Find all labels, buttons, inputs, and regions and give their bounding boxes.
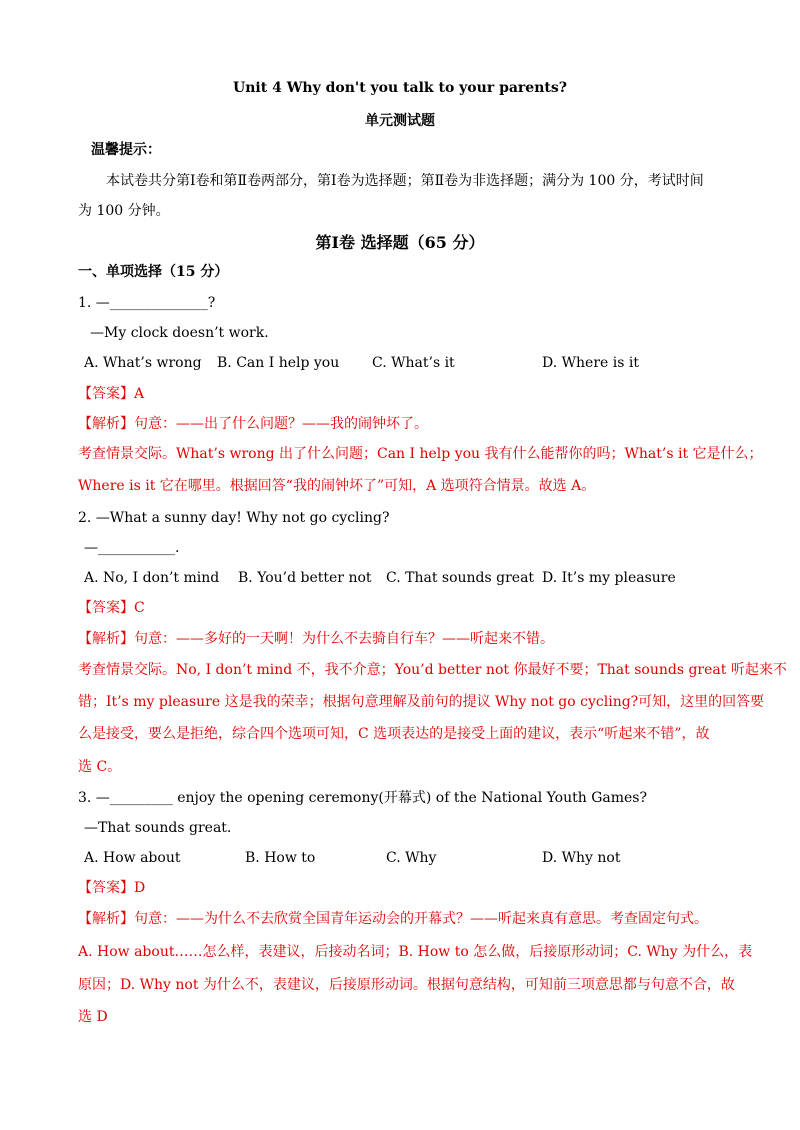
option-c: C. Why [386, 850, 437, 866]
option-d: D. Why not [542, 850, 621, 866]
question-3-options [84, 848, 764, 868]
question-2-analysis-first: 【解析】句意：——多好的一天啊！为什么不去骑自行车？——听起来不错。 [78, 631, 554, 647]
option-a: A. How about [84, 850, 181, 866]
question-1-reply: —My clock doesn’t work. [90, 325, 269, 341]
question-1-analysis-first: 【解析】句意：——出了什么问题？——我的闹钟坏了。 [78, 416, 428, 432]
question-2-analysis-line: 选 C。 [78, 759, 122, 775]
option-a: A. No, I don’t mind [84, 570, 220, 586]
question-3-analysis-first: 【解析】句意：——为什么不去欣赏全国青年运动会的开幕式？——听起来真有意思。考查固定句式。 [78, 911, 708, 927]
question-1-analysis-line: Where is it 它在哪里。根据回答“我的闹钟坏了”可知，A 选项符合情景。故选 A。 [78, 478, 596, 494]
question-3-reply: —That sounds great. [84, 820, 232, 836]
question-1-answer: 【答案】A [78, 386, 145, 402]
document-title: Unit 4 Why don't you talk to your parents? [233, 80, 567, 96]
section-title: 第Ⅰ卷 选择题（65 分） [315, 233, 485, 252]
question-1-options [84, 353, 764, 373]
question-2-analysis-line: 么是接受，要么是拒绝，综合四个选项可知，C 选项表达的是接受上面的建议，表示“听起来不错”，故 [78, 726, 710, 742]
question-2-reply: —___________. [84, 540, 180, 556]
option-c: C. What’s it [372, 355, 455, 371]
question-2-options [84, 568, 764, 588]
question-3-stem: 3. —_________ enjoy the opening ceremony(开幕式) of the National Youth Games? [78, 790, 647, 806]
part-heading: 一、单项选择（15 分） [78, 264, 229, 280]
analysis-label: 【解析】 [78, 911, 134, 927]
analysis-label: 【解析】 [78, 631, 134, 647]
option-d: D. It’s my pleasure [542, 570, 676, 586]
analysis-label: 【解析】 [78, 416, 134, 432]
question-2-analysis-line: 考查情景交际。No, I don’t mind 不，我不介意；You’d better not 你最好不要；That sounds great 听起来不 [78, 662, 787, 678]
option-b: B. How to [245, 850, 316, 866]
tips-line-2: 为 100 分钟。 [78, 203, 170, 219]
question-3-analysis-line: 选 D [78, 1009, 108, 1025]
option-a: A. What’s wrong [84, 355, 202, 371]
question-1-stem: 1. —______________? [78, 295, 216, 311]
question-3-analysis-line: A. How about……怎么样，表建议，后接动名词；B. How to 怎么做，后接原形动词；C. Why 为什么，表 [78, 944, 753, 960]
question-2-answer: 【答案】C [78, 600, 145, 616]
question-2-stem: 2. —What a sunny day! Why not go cycling? [78, 510, 390, 526]
question-1-analysis-line: 考查情景交际。What’s wrong 出了什么问题；Can I help you 我有什么能帮你的吗；What’s it 它是什么； [78, 446, 763, 462]
option-b: B. You’d better not [238, 570, 372, 586]
document-subtitle: 单元测试题 [365, 113, 435, 129]
option-b: B. Can I help you [217, 355, 340, 371]
option-d: D. Where is it [542, 355, 639, 371]
question-3-answer: 【答案】D [78, 880, 146, 896]
option-c: C. That sounds great [386, 570, 535, 586]
question-2-analysis-line: 错；It’s my pleasure 这是我的荣幸；根据句意理解及前句的提议 Why not go cycling?可知，这里的回答要 [78, 694, 765, 710]
question-3-analysis-line: 原因；D. Why not 为什么不，表建议，后接原形动词。根据句意结构，可知前三项意思都与句意不合，故 [78, 977, 735, 993]
tips-line-1: 本试卷共分第Ⅰ卷和第Ⅱ卷两部分，第Ⅰ卷为选择题；第Ⅱ卷为非选择题；满分为 100 分，考试时间 [106, 173, 704, 189]
tips-label: 温馨提示： [91, 142, 161, 158]
